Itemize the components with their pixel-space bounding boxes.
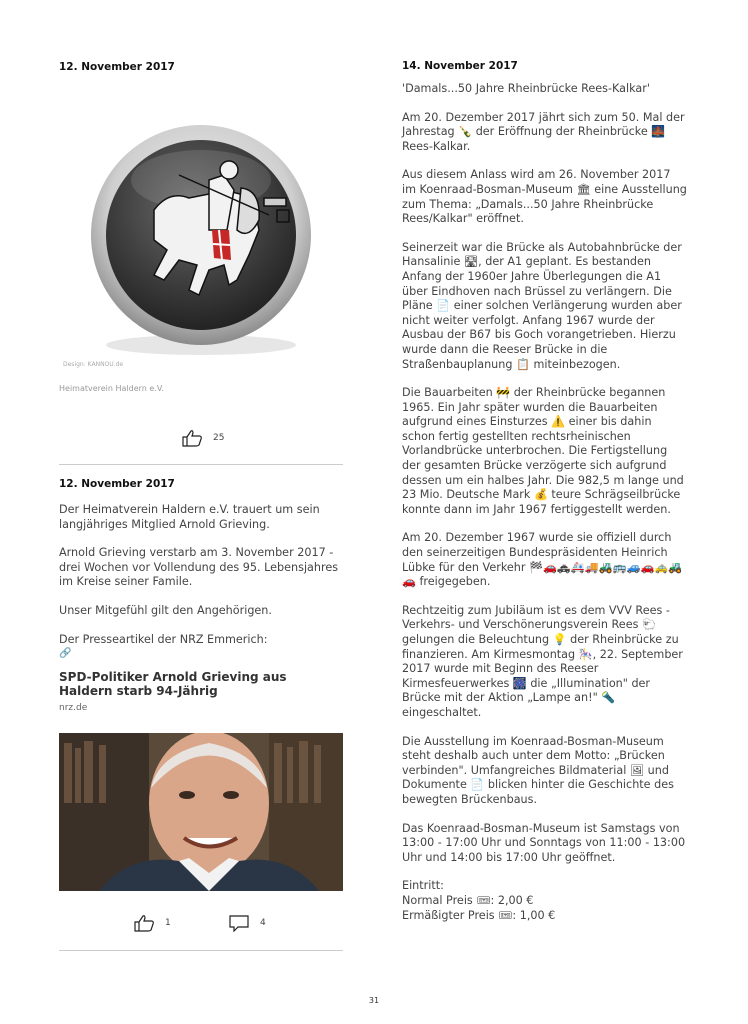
logo-credit: Design: KANNOU.de [63, 361, 124, 368]
entry-price-reduced: Ermäßigter Preis 🎟: 1,00 € [402, 908, 556, 922]
image-caption: Heimatverein Haldern e.V. [59, 384, 164, 393]
post2-paragraph: Unser Mitgefühl gilt den Angehörigen. [59, 603, 272, 617]
post3-paragraph: 'Damals...50 Jahre Rheinbrücke Rees-Kalkar' [402, 82, 650, 95]
entry-price-normal: Normal Preis 🎟: 2,00 € [402, 893, 534, 907]
post3-paragraph: Die Bauarbeiten 🚧 der Rheinbrücke begannen 1965. Ein Jahr später wurden die Bauarbeiten aufgrund eines Einsturzes ⚠️ einer bis dahin schon fertig gestellten rechtsrheinischen Vorlandbrücke unterbrochen. Die Fertigstellung der gesamten Brücke verzögerte sich aufgrund dessen um ein halbes Jahr. Die 982,5 m lange und 23 Mio. Deutsche Mark 💰 teure Schrägseilbrücke konnte dann im Jahr 1967 fertiggestellt werden. [402, 386, 684, 516]
like-count: 1 [165, 918, 171, 928]
link-source: nrz.de [59, 702, 88, 713]
divider [59, 950, 343, 951]
portrait-photo [59, 733, 343, 891]
page-number: 31 [368, 996, 380, 1005]
post3-paragraph: Seinerzeit war die Brücke als Autobahnbrücke der Hansalinie 🛣, der A1 geplant. Es bestanden Anfang der 1960er Jahre Überlegungen die A1 über Eindhoven nach Brüssel zu verlängern. Die Pläne 📄 einer solchen Verlängerung wurden aber nicht weiter verfolgt. Anfang 1967 wurde der Ausbau der B67 bis Goch vorangetrieben. Hierzu wurde dann die Reeser Brücke in die Straßenbauplanung 📋 miteinbezogen. [402, 240, 682, 371]
post3-paragraph: Am 20. Dezember 1967 wurde sie offiziell durch den seinerzeitigen Bundespräsidenten Heinrich Lübke für den Verkehr 🏁🚗🚓🚑🚚🚜🚌🚙🚗🚕🚜🚗 freigegeben. [402, 531, 683, 589]
post3-paragraph: Das Koenraad-Bosman-Museum ist Samstags von 13:00 - 17:00 Uhr und Sonntags von 11:00 - 13:00 Uhr und 14:00 bis 17:00 Uhr geöffnet. [402, 821, 686, 864]
post2-paragraph: Der Heimatverein Haldern e.V. trauert um sein langjähriges Mitglied Arnold Grieving. [59, 503, 320, 531]
like-counter[interactable] [133, 914, 171, 932]
post1-date: 12. November 2017 [59, 61, 175, 73]
heimatverein-logo [59, 80, 343, 380]
post2-paragraph: Arnold Grieving verstarb am 3. November 2017 - drei Wochen vor Vollendung des 95. Lebensjahres im Kreise seiner Famile. [59, 546, 339, 589]
link-title[interactable]: SPD-Politiker Arnold Grieving aus Haldern starb 94-Jährig [59, 669, 287, 698]
link-icon: 🔗 [59, 648, 72, 660]
thumbs-up-icon [133, 914, 155, 932]
post3-paragraph: Am 20. Dezember 2017 jährt sich zum 50. Mal der Jahrestag 🍾 der Eröffnung der Rheinbrücke 🌉 Rees-Kalkar. [402, 110, 685, 153]
comment-icon [228, 914, 250, 932]
like-count: 25 [213, 433, 225, 443]
entry-heading: Eintritt: [402, 879, 444, 893]
like-counter[interactable] [181, 429, 224, 447]
post2-paragraph: Der Presseartikel der NRZ Emmerich: [59, 632, 268, 646]
post3 [402, 60, 688, 923]
post3-paragraph: Aus diesem Anlass wird am 26. November 2017 im Koenraad-Bosman-Museum 🏛 eine Ausstellung zum Thema: „Damals...50 Jahre Rheinbrücke Rees/Kalkar" eröffnet. [402, 168, 687, 226]
post2 [59, 478, 343, 713]
comment-count: 4 [260, 918, 266, 928]
thumbs-up-icon [181, 429, 203, 447]
comment-counter[interactable] [228, 914, 266, 932]
post3-paragraph: Die Ausstellung im Koenraad-Bosman-Museum steht deshalb auch unter dem Motto: „Brücken verbinden". Umfangreiches Bildmaterial 🖼 und Dokumente 📄 blicken hinter die Geschichte des bewegten Brückenbaus. [402, 734, 674, 806]
post3-date: 14. November 2017 [402, 60, 518, 72]
post2-date: 12. November 2017 [59, 478, 175, 490]
post3-paragraph: Rechtzeitig zum Jubiläum ist es dem VVV Rees - Verkehrs- und Verschönerungsverein Rees 🐑 gelungen die Beleuchtung 💡 der Rheinbrücke zu finanzieren. Am Kirmesmontag 🎠, 22. September 2017 wurde mit Beginn des Reeser Kirmesfeuerwerkes 🎆 die „Illumination" der Brücke mit der Aktion „Lampe an!" 🔦 eingeschaltet. [402, 603, 683, 719]
divider [59, 464, 343, 465]
